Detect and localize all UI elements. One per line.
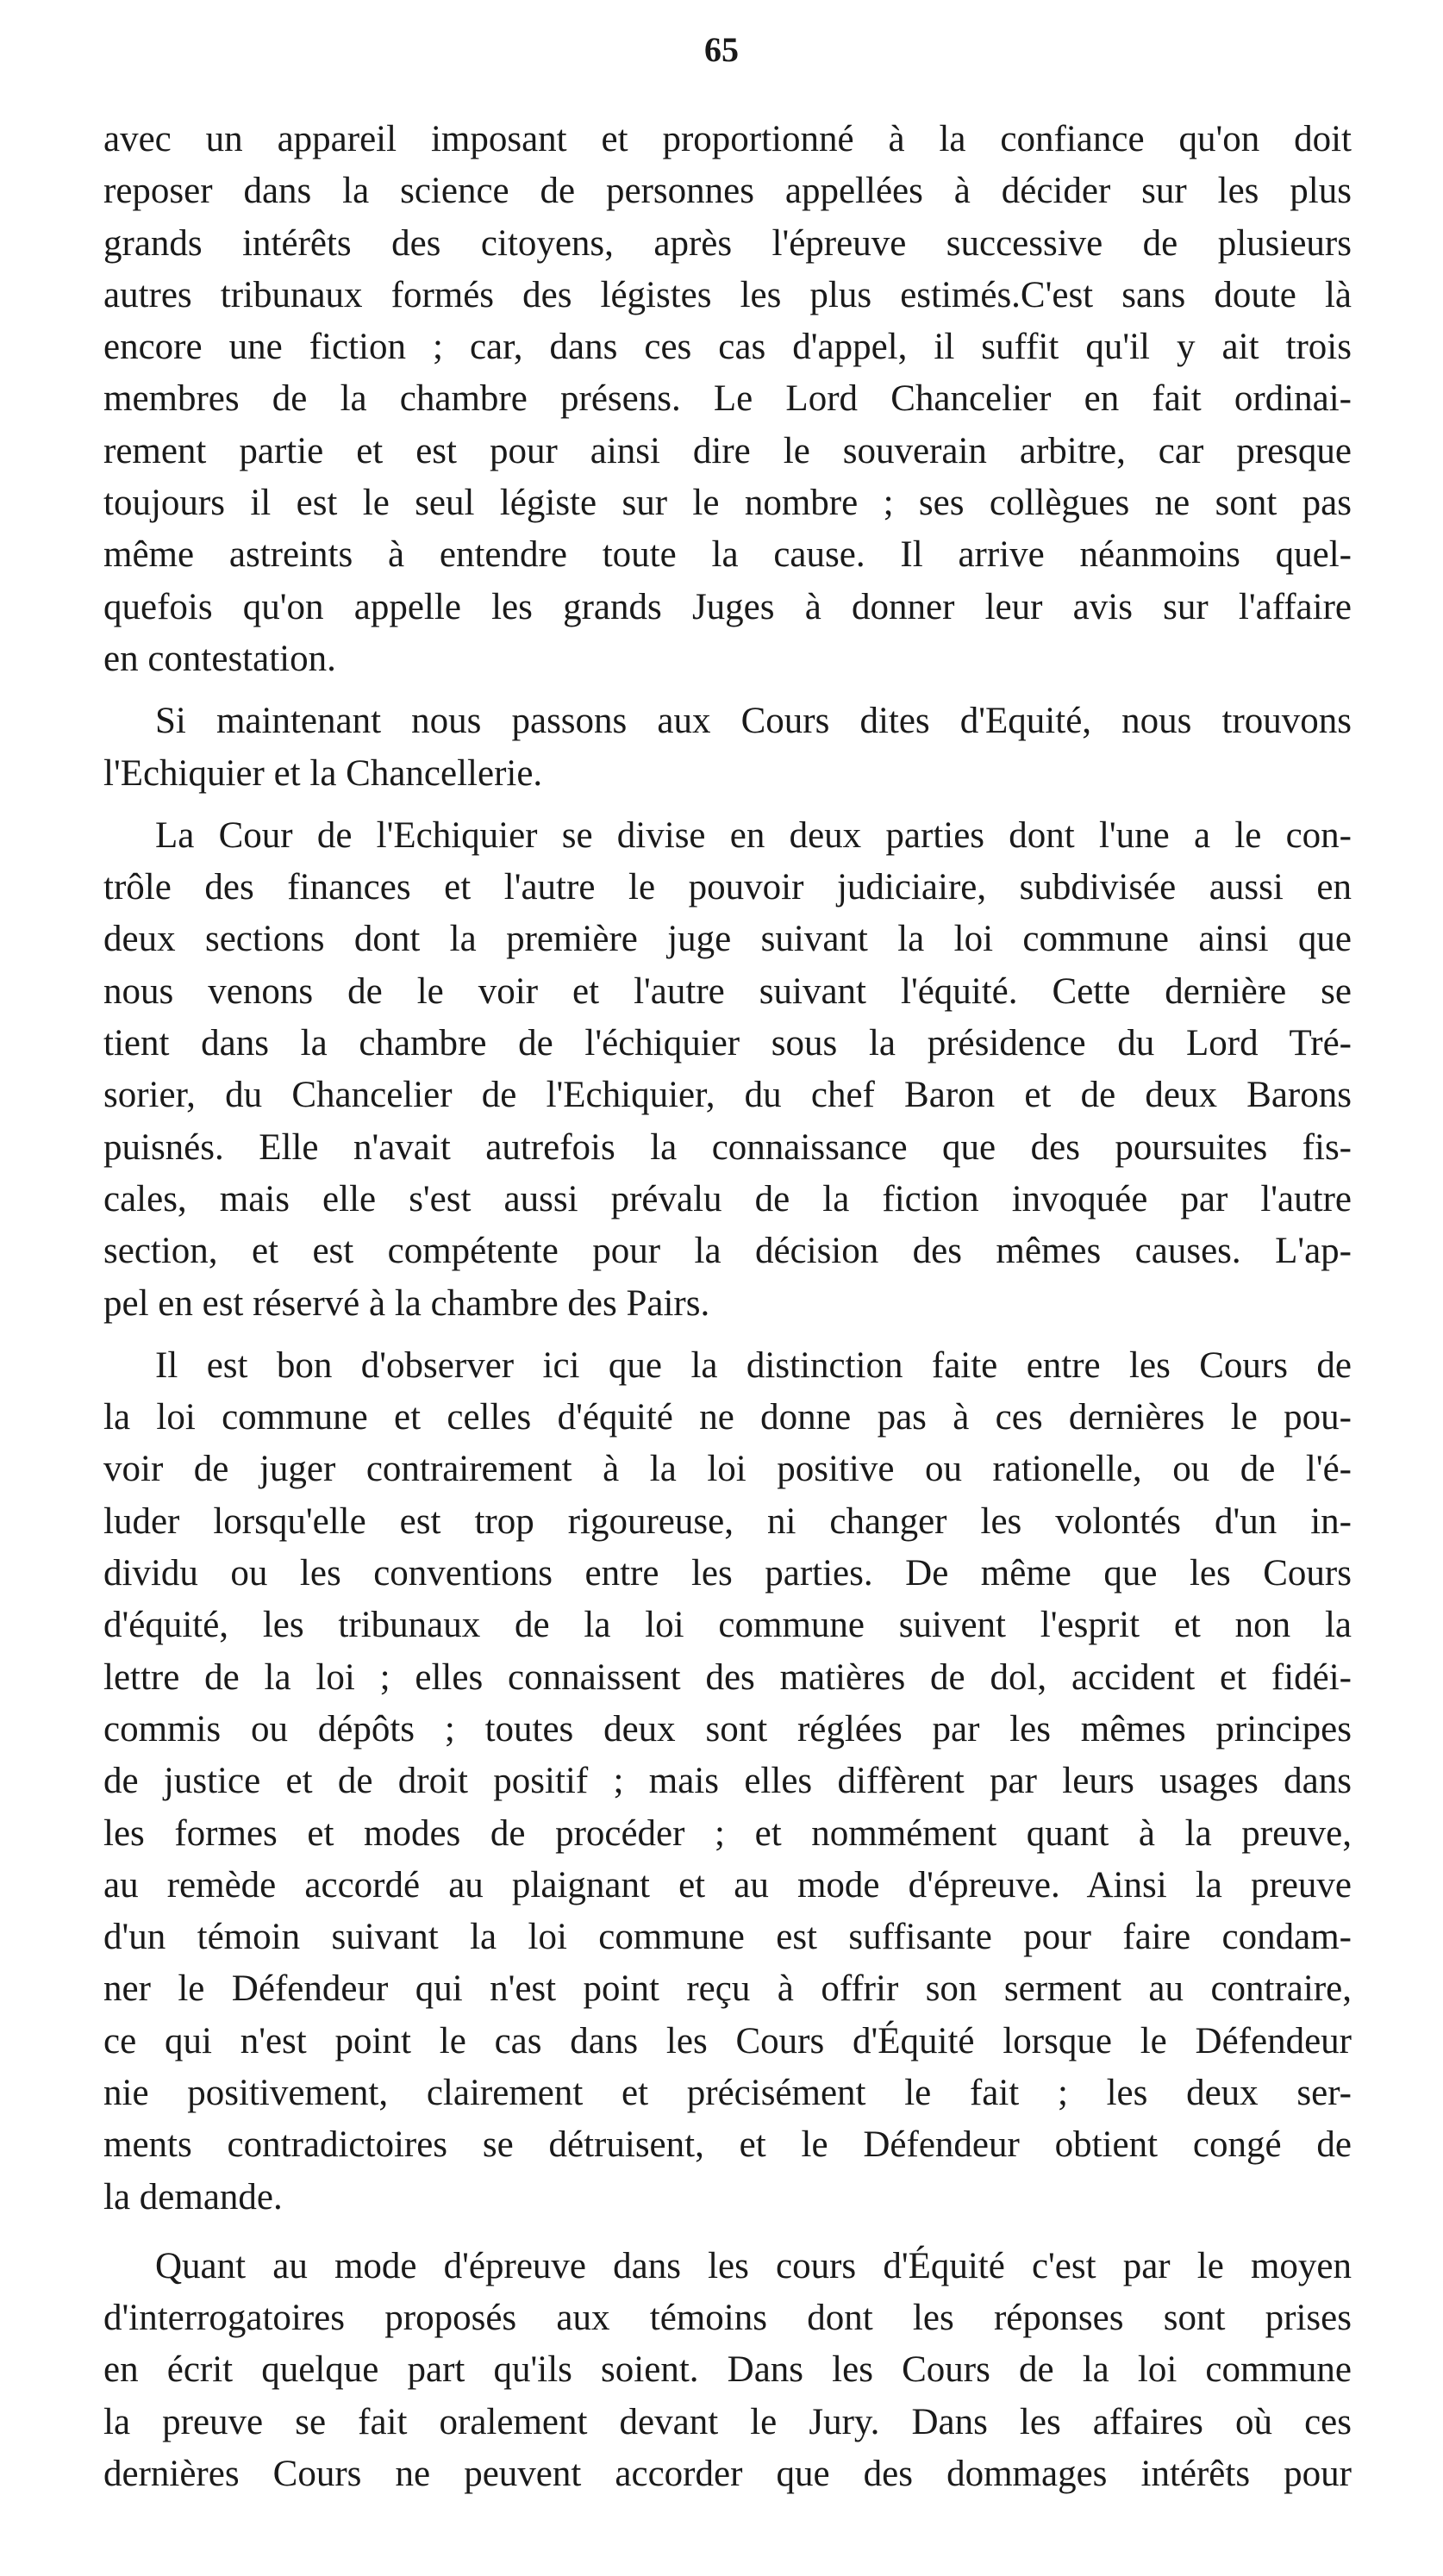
text-line: dernières Cours ne peuvent accorder que des dommages intérêts pour	[103, 2454, 1352, 2495]
text-line: luder lorsqu'elle est trop rigoureuse, ni changer les volontés d'un in-	[103, 1500, 1352, 1542]
paragraph-4	[103, 1340, 1352, 2224]
text-line: ner le Défendeur qui n'est point reçu à offrir son serment au contraire,	[103, 1968, 1352, 2010]
text-line: nie positivement, clairement et précisément le fait ; les deux ser-	[103, 2072, 1352, 2113]
text-line: d'équité, les tribunaux de la loi commune suivent l'esprit et non la	[103, 1605, 1352, 1646]
text-line: quefois qu'on appelle les grands Juges à donner leur avis sur l'affaire	[103, 586, 1352, 627]
text-line: La Cour de l'Echiquier se divise en deux parties dont l'une a le con-	[155, 814, 1352, 856]
text-line: Il est bon d'observer ici que la distinction faite entre les Cours de	[155, 1344, 1352, 1386]
text-line: voir de juger contrairement à la loi positive ou rationelle, ou de l'é-	[103, 1449, 1352, 1490]
text-line: deux sections dont la première juge suivant la loi commune ainsi que	[103, 919, 1352, 960]
page-body	[103, 114, 1352, 2500]
text-line: dividu ou les conventions entre les parties. De même que les Cours	[103, 1553, 1352, 1594]
text-line: grands intérêts des citoyens, après l'épreuve successive de plusieurs	[103, 222, 1352, 264]
text-line: Quant au mode d'épreuve dans les cours d'Équité c'est par le moyen	[155, 2245, 1352, 2286]
text-line: la loi commune et celles d'équité ne donne pas à ces dernières le pou-	[103, 1397, 1352, 1438]
text-line: les formes et modes de procéder ; et nommément quant à la preuve,	[103, 1812, 1352, 1854]
text-line: encore une fiction ; car, dans ces cas d'appel, il suffit qu'il y ait trois	[103, 327, 1352, 368]
text-line: rement partie et est pour ainsi dire le souverain arbitre, car presque	[103, 430, 1352, 471]
text-line: pel en est réservé à la chambre des Pairs.	[103, 1282, 710, 1324]
text-line: commis ou dépôts ; toutes deux sont réglées par les mêmes principes	[103, 1708, 1352, 1750]
text-line: l'Echiquier et la Chancellerie.	[103, 752, 543, 794]
text-line: tient dans la chambre de l'échiquier sous la présidence du Lord Tré-	[103, 1023, 1352, 1064]
text-line: autres tribunaux formés des légistes les plus estimés.C'est sans doute là	[103, 274, 1352, 315]
text-line: ce qui n'est point le cas dans les Cours d'Équité lorsque le Défendeur	[103, 2020, 1352, 2061]
text-line: ments contradictoires se détruisent, et le Défendeur obtient congé de	[103, 2124, 1352, 2166]
text-line: avec un appareil imposant et proportionné à la confiance qu'on doit	[103, 119, 1352, 159]
paragraph-5	[103, 2241, 1352, 2500]
text-line: en écrit quelque part qu'ils soient. Dans les Cours de la loi commune	[103, 2349, 1352, 2391]
text-line: au remède accordé au plaignant et au mode d'épreuve. Ainsi la preuve	[103, 1864, 1352, 1905]
text-line: Si maintenant nous passons aux Cours dites d'Equité, nous trouvons	[155, 701, 1352, 742]
text-line: membres de la chambre présens. Le Lord Chancelier en fait ordinai-	[103, 378, 1352, 420]
text-line: la preuve se fait oralement devant le Jury. Dans les affaires où ces	[103, 2401, 1352, 2442]
page-number: 65	[704, 30, 739, 69]
paragraph-1	[103, 114, 1352, 685]
paragraph-2	[103, 695, 1352, 800]
text-line: en contestation.	[103, 638, 336, 679]
text-line: nous venons de le voir et l'autre suivant l'équité. Cette dernière se	[103, 970, 1352, 1012]
text-line: sorier, du Chancelier de l'Echiquier, du chef Baron et de deux Barons	[103, 1075, 1352, 1116]
text-line: trôle des finances et l'autre le pouvoir judiciaire, subdivisée aussi en	[103, 867, 1352, 908]
text-line: même astreints à entendre toute la cause. Il arrive néanmoins quel-	[103, 534, 1352, 576]
paragraph-3	[103, 810, 1352, 1330]
text-line: section, et est compétente pour la décision des mêmes causes. L'ap-	[103, 1231, 1352, 1272]
text-line: puisnés. Elle n'avait autrefois la connaissance que des poursuites fis-	[103, 1126, 1352, 1168]
text-line: cales, mais elle s'est aussi prévalu de la fiction invoquée par l'autre	[103, 1178, 1352, 1219]
text-line: de justice et de droit positif ; mais elles diffèrent par leurs usages dans	[103, 1761, 1352, 1802]
text-line: lettre de la loi ; elles connaissent des matières de dol, accident et fidéi-	[103, 1656, 1352, 1698]
text-line: la demande.	[103, 2176, 283, 2217]
text-line: d'interrogatoires proposés aux témoins dont les réponses sont prises	[103, 2298, 1352, 2339]
text-line: reposer dans la science de personnes appellées à décider sur les plus	[103, 171, 1352, 212]
text-line: toujours il est le seul légiste sur le nombre ; ses collègues ne sont pas	[103, 483, 1352, 524]
text-line: d'un témoin suivant la loi commune est suffisante pour faire condam-	[103, 1917, 1352, 1958]
